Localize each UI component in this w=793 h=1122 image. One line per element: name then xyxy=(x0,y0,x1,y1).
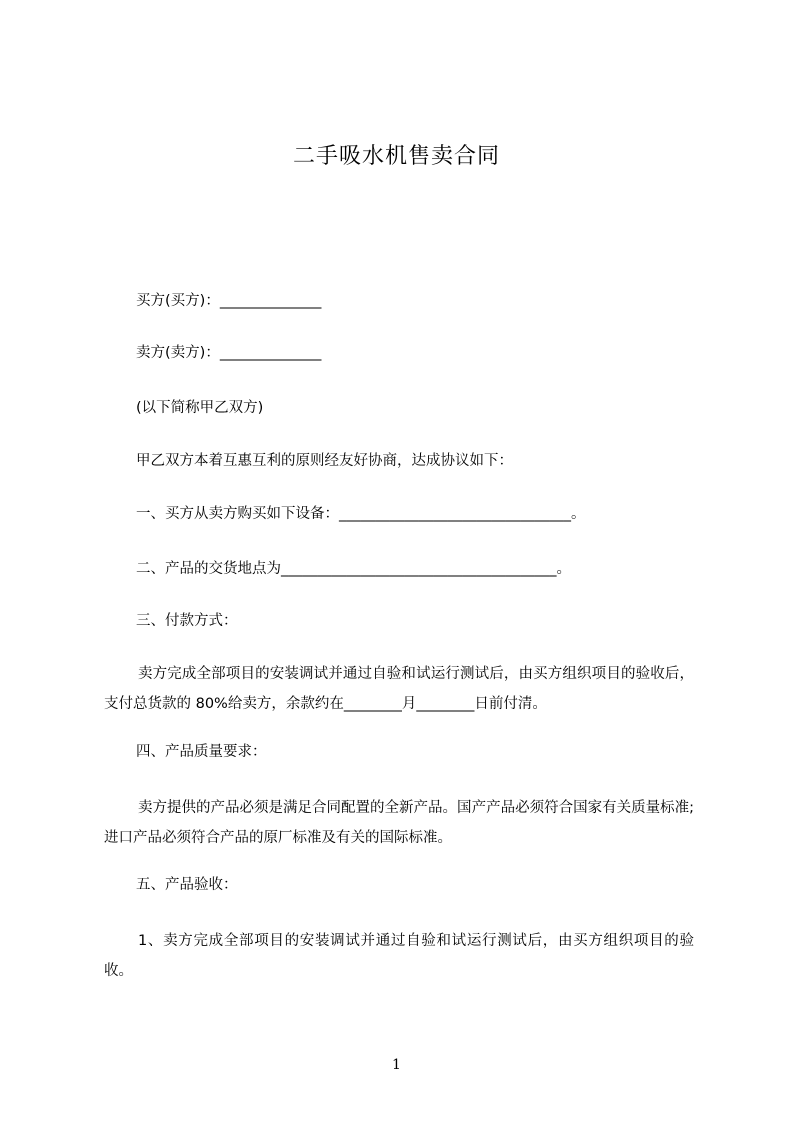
clause-2: 二、产品的交货地点为______________________________________。 xyxy=(136,561,571,577)
clause-1: 一、买方从卖方购买如下设备：________________________________。 xyxy=(136,506,586,522)
page-number: 1 xyxy=(392,1057,401,1073)
clause-5-heading: 五、产品验收： xyxy=(136,877,238,893)
clause-5-item-1: 1、卖方完成全部项目的安装调试并通过自验和试运行测试后，由买方组织项目的验收。 xyxy=(104,933,694,979)
seller-line: 卖方(卖方)：______________ xyxy=(136,345,322,361)
clause-3-heading: 三、付款方式： xyxy=(136,613,238,629)
document-title: 二手吸水机售卖合同 xyxy=(292,144,500,169)
clause-4-heading: 四、产品质量要求： xyxy=(136,744,267,760)
abbreviation-line: (以下简称甲乙双方) xyxy=(136,400,264,416)
clause-4-body: 卖方提供的产品必须是满足合同配置的全新产品。国产产品必须符合国家有关质量标准;进口产品必须符合产品的原厂标准及有关的国际标准。 xyxy=(104,800,694,846)
clause-3-body: 卖方完成全部项目的安装调试并通过自验和试运行测试后，由买方组织项目的验收后，支付总货款的 80%给卖方，余款约在________月________日前付清。 xyxy=(104,666,694,712)
buyer-line: 买方(买方)：______________ xyxy=(136,293,322,309)
intro-line: 甲乙双方本着互惠互利的原则经友好协商，达成协议如下： xyxy=(136,453,513,469)
